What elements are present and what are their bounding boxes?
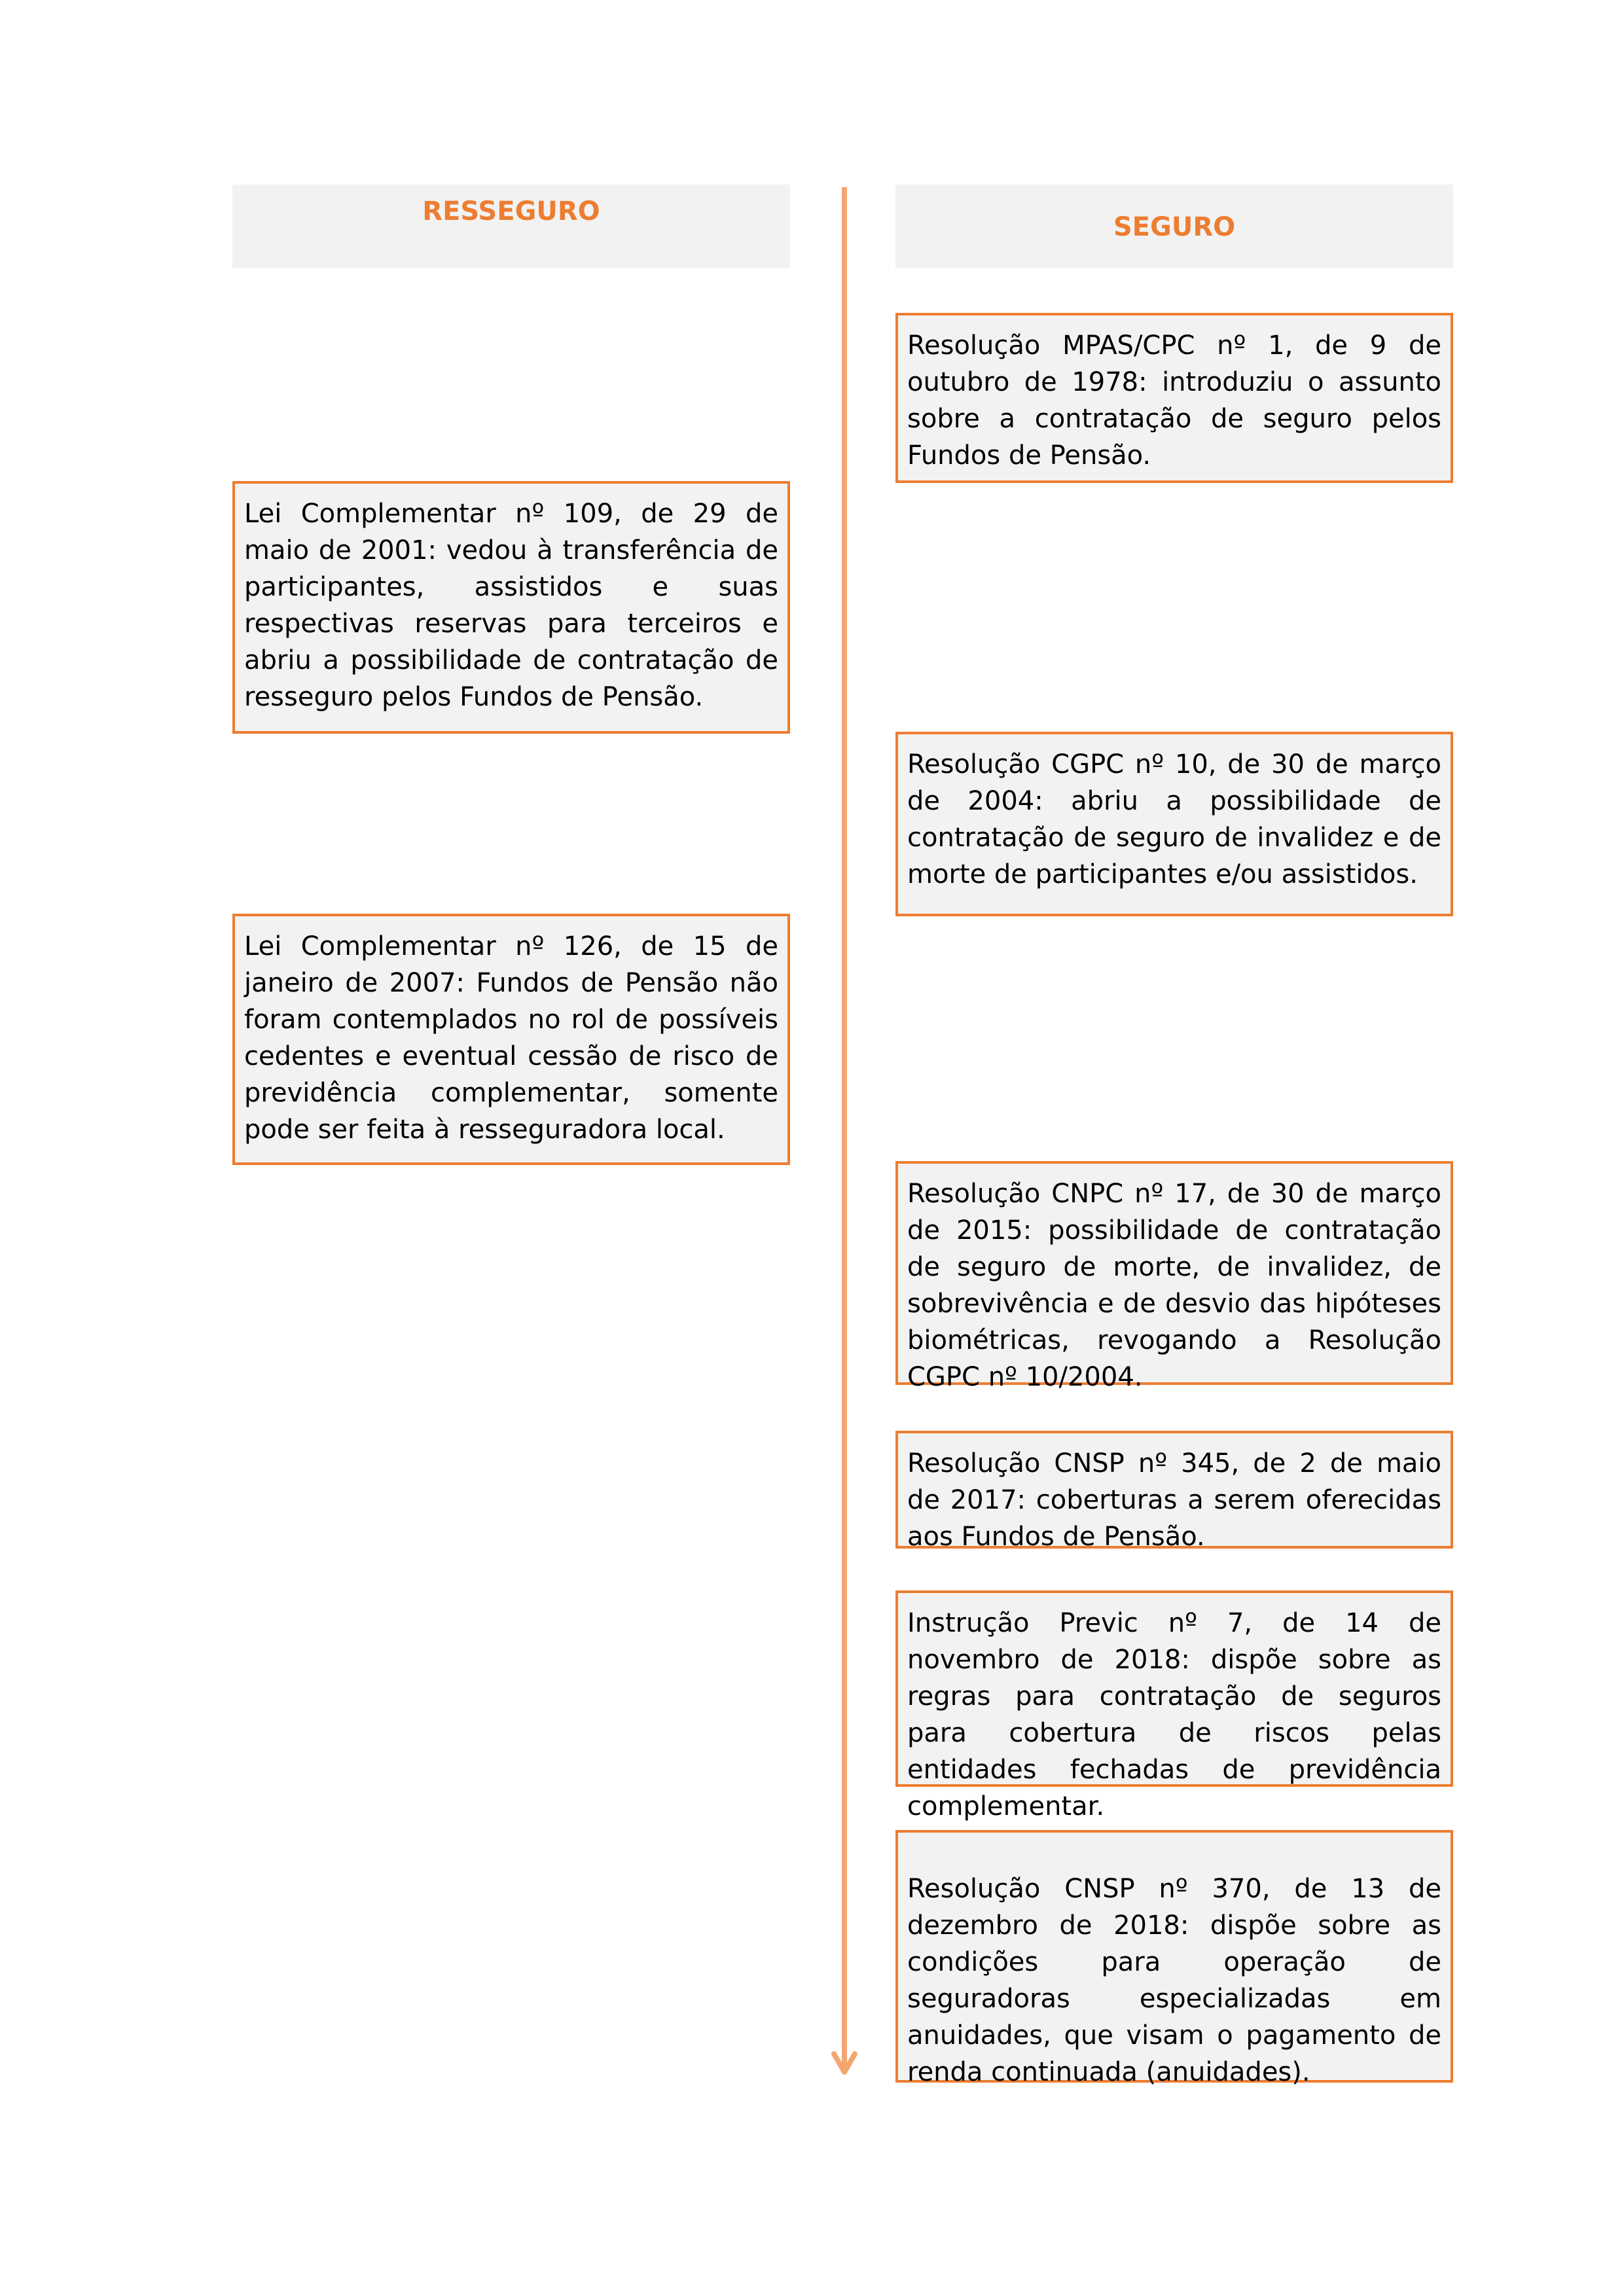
resseguro-item: Lei Complementar nº 126, de 15 de janeiro de 2007: Fundos de Pensão não foram contemplados no rol de possíveis cedentes e eventual cessão de risco de previdência complementar, somente pode ser feita à resseguradora local. (232, 914, 790, 1165)
seguro-item: Resolução CNSP nº 345, de 2 de maio de 2017: coberturas a serem oferecidas aos Fundos de Pensão. (895, 1431, 1453, 1549)
timeline-arrow (831, 187, 857, 2079)
seguro-item: Resolução CNSP nº 370, de 13 de dezembro de 2018: dispõe sobre as condições para operação de seguradoras especializadas em anuidades, que visam o pagamento de renda continuada (anuidades). (895, 1830, 1453, 2083)
resseguro-item: Lei Complementar nº 109, de 29 de maio de 2001: vedou à transferência de participantes, assistidos e suas respectivas reservas para terceiros e abriu a possibilidade de contratação de resseguro pelos Fundos de Pensão. (232, 481, 790, 734)
seguro-item: Resolução CGPC nº 10, de 30 de março de 2004: abriu a possibilidade de contratação de seguro de invalidez e de morte de participantes e/ou assistidos. (895, 732, 1453, 916)
seguro-item: Resolução MPAS/CPC nº 1, de 9 de outubro de 1978: introduziu o assunto sobre a contratação de seguro pelos Fundos de Pensão. (895, 313, 1453, 483)
seguro-item: Instrução Previc nº 7, de 14 de novembro de 2018: dispõe sobre as regras para contratação de seguros para cobertura de riscos pelas entidades fechadas de previdência complementar. (895, 1590, 1453, 1787)
seguro-header: SEGURO (895, 185, 1453, 268)
resseguro-header: RESSEGURO (232, 185, 790, 268)
seguro-item: Resolução CNPC nº 17, de 30 de março de 2015: possibilidade de contratação de seguro de morte, de invalidez, de sobrevivência e de desvio das hipóteses biométricas, revogando a Resolução CGPC nº 10/2004. (895, 1161, 1453, 1385)
